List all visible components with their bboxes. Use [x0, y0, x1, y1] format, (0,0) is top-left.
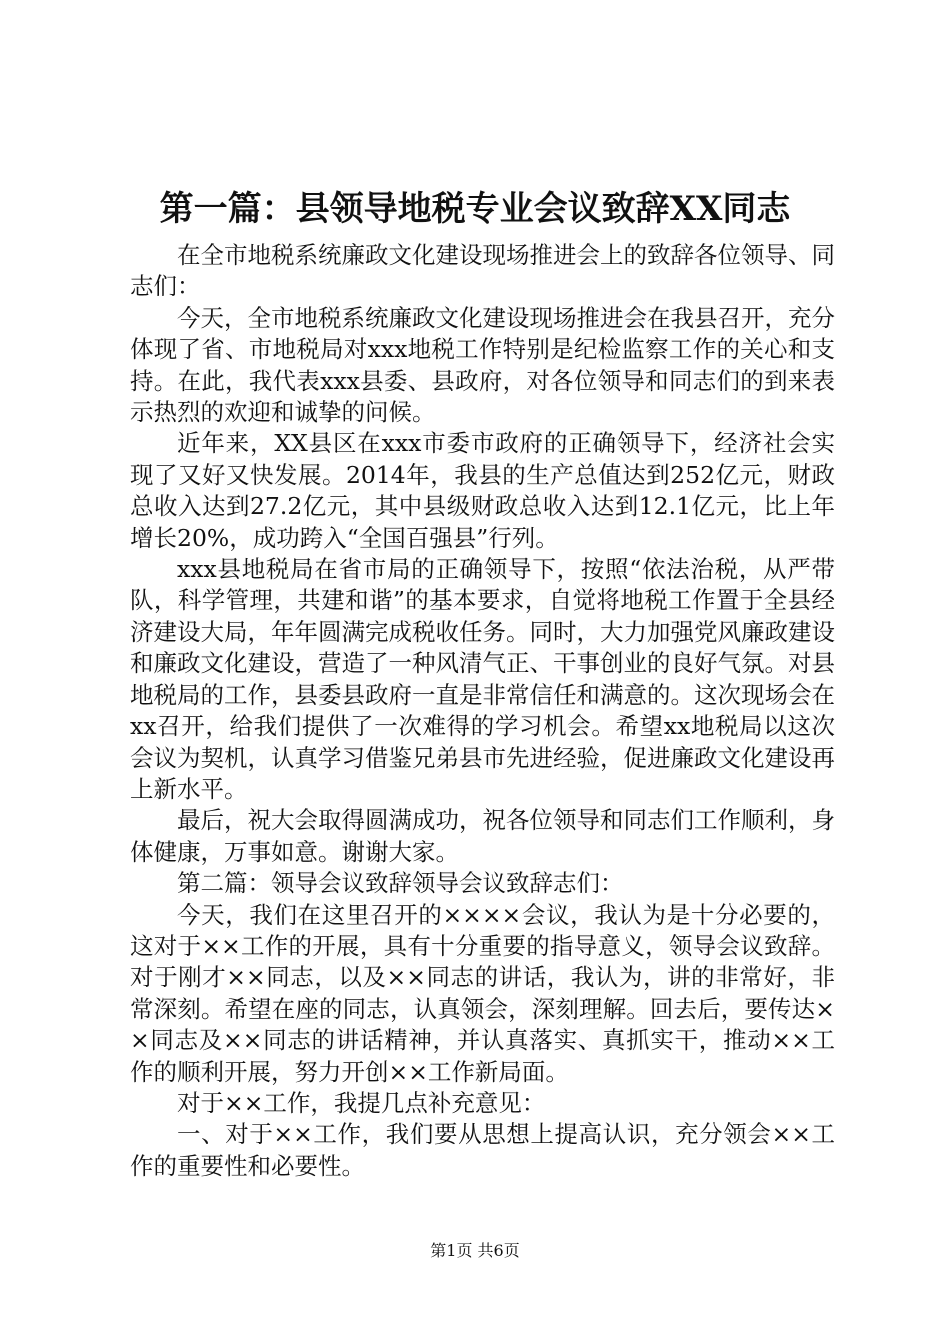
paragraph: 一、对于××工作，我们要从思想上提高认识，充分领会××工作的重要性和必要性。 [130, 1120, 835, 1180]
paragraph: 近年来，XX县区在xxx市委市政府的正确领导下，经济社会实现了又好又快发展。2014年，我县的生产总值达到252亿元，财政总收入达到27.2亿元，其中县级财政总收入达到12.1亿元，比上年增长20%，成功跨入“全国百强县”行列。 [130, 429, 835, 552]
paragraph: 最后，祝大会取得圆满成功，祝各位领导和同志们工作顺利，身体健康，万事如意。谢谢大家。 [130, 806, 835, 866]
paragraph: 今天，我们在这里召开的××××会议，我认为是十分必要的，这对于××工作的开展，具有十分重要的指导意义，领导会议致辞。对于刚才××同志，以及××同志的讲话，我认为，讲的非常好，非常深刻。希望在座的同志，认真领会，深刻理解。回去后，要传达××同志及××同志的讲话精神，并认真落实、真抓实干，推动××工作的顺利开展，努力开创××工作新局面。 [130, 900, 835, 1086]
page-number-footer: 第1页 共6页 [430, 1241, 520, 1260]
document-body [130, 240, 835, 1182]
paragraph: 今天，全市地税系统廉政文化建设现场推进会在我县召开，充分体现了省、市地税局对xxx地税工作特别是纪检监察工作的关心和支持。在此，我代表xxx县委、县政府，对各位领导和同志们的到来表示热烈的欢迎和诚挚的问候。 [130, 303, 835, 427]
document-title: 第一篇：县领导地税专业会议致辞XX同志 [159, 189, 791, 229]
paragraph: 在全市地税系统廉政文化建设现场推进会上的致辞各位领导、同志们： [130, 241, 835, 301]
paragraph: xxx县地税局在省市局的正确领导下，按照“依法治税，从严带队，科学管理，共建和谐”的基本要求，自觉将地税工作置于全县经济建设大局，年年圆满完成税收任务。同时，大力加强党风廉政建设和廉政文化建设，营造了一种风清气正、干事创业的良好气氛。对县地税局的工作，县委县政府一直是非常信任和满意的。这次现场会在xx召开，给我们提供了一次难得的学习机会。希望xx地税局以这次会议为契机，认真学习借鉴兄弟县市先进经验，促进廉政文化建设再上新水平。 [130, 555, 835, 803]
section-heading: 第二篇：领导会议致辞领导会议致辞志们： [177, 869, 624, 898]
paragraph: 对于××工作，我提几点补充意见： [177, 1088, 546, 1117]
